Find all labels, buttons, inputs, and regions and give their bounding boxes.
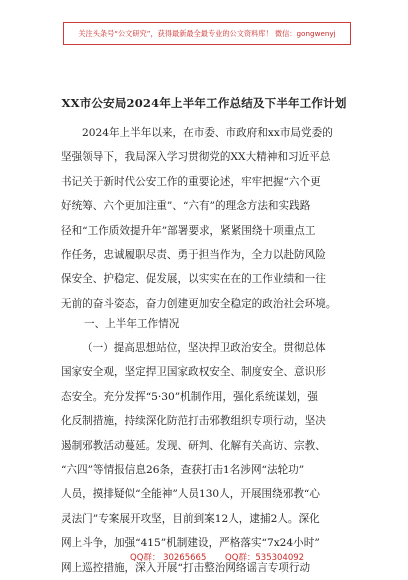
text-line: 网上斗争，加强“415”机制建设，严格落实“7x24小时” [61, 537, 320, 550]
text-line: 书记关于新时代公安工作的重要论述，牢牢把握“六个更 [61, 175, 321, 188]
section-heading: 一、上半年工作情况 [84, 318, 180, 330]
intro-paragraph [61, 121, 348, 316]
text-line: 人员，摸排疑似“全能神”人员130人，开展围绕邪教“心 [61, 488, 320, 501]
text-line: 态安全。充分发挥“5·30”机制作用，强化系统谋划，强 [61, 390, 318, 403]
text-line: 径和“工作质效提升年”部署要求，紧紧围绕十项重点工 [61, 224, 316, 237]
text-line: “六四”等情报信息26条，查获打击1名涉网“法轮功” [61, 463, 305, 476]
text-line: 2024年上半年以来，在市委、市政府和xx市局党委的 [82, 127, 333, 139]
text-line: 网上巡控措施，深入开展“打击整治网络谣言专项行动 [61, 561, 311, 574]
text-line: 国家安全观，坚定捍卫国家政权安全、制度安全、意识形 [61, 366, 326, 379]
text-line: 好统筹、六个更加注重”、“六有”的理念方法和实践路 [61, 200, 311, 213]
text-line: （一）提高思想站位，坚决捍卫政治安全。贯彻总体 [82, 342, 326, 354]
text-line: 遏制邪教活动蔓延。发现、研判、化解有关高访、宗教、 [61, 439, 326, 452]
text-line: 无前的奋斗姿态，奋力创建更加安全稳定的政治社会环境。 [61, 297, 337, 310]
text-line: 作任务，忠诚履职尽责、勇于担当作为，全力以赴防风险 [61, 248, 326, 261]
body-paragraph [61, 336, 348, 580]
promo-banner: 关注头条号“公文研究”，获得最新最全最专业的公文资料库！ 微信：gongwenyj [63, 22, 351, 45]
qq-group-left: QQ群： 30265665 [130, 553, 207, 563]
text-line: 化反制措施，持续深化防范打击邪教组织专项行动，坚决 [61, 415, 326, 428]
qq-group-right: QQ群：535304092 [225, 553, 305, 563]
text-line: 保安全、护稳定、促发展，以实实在在的工作业绩和一往 [61, 273, 326, 286]
text-line: 坚强领导下，我局深入学习贯彻党的XX大精神和习近平总 [61, 151, 331, 164]
text-line: 灵法门”专案展开攻坚，目前到案12人，逮捕2人。深化 [61, 512, 320, 525]
document-title: XX市公安局2024年上半年工作总结及下半年工作计划 [61, 96, 347, 110]
